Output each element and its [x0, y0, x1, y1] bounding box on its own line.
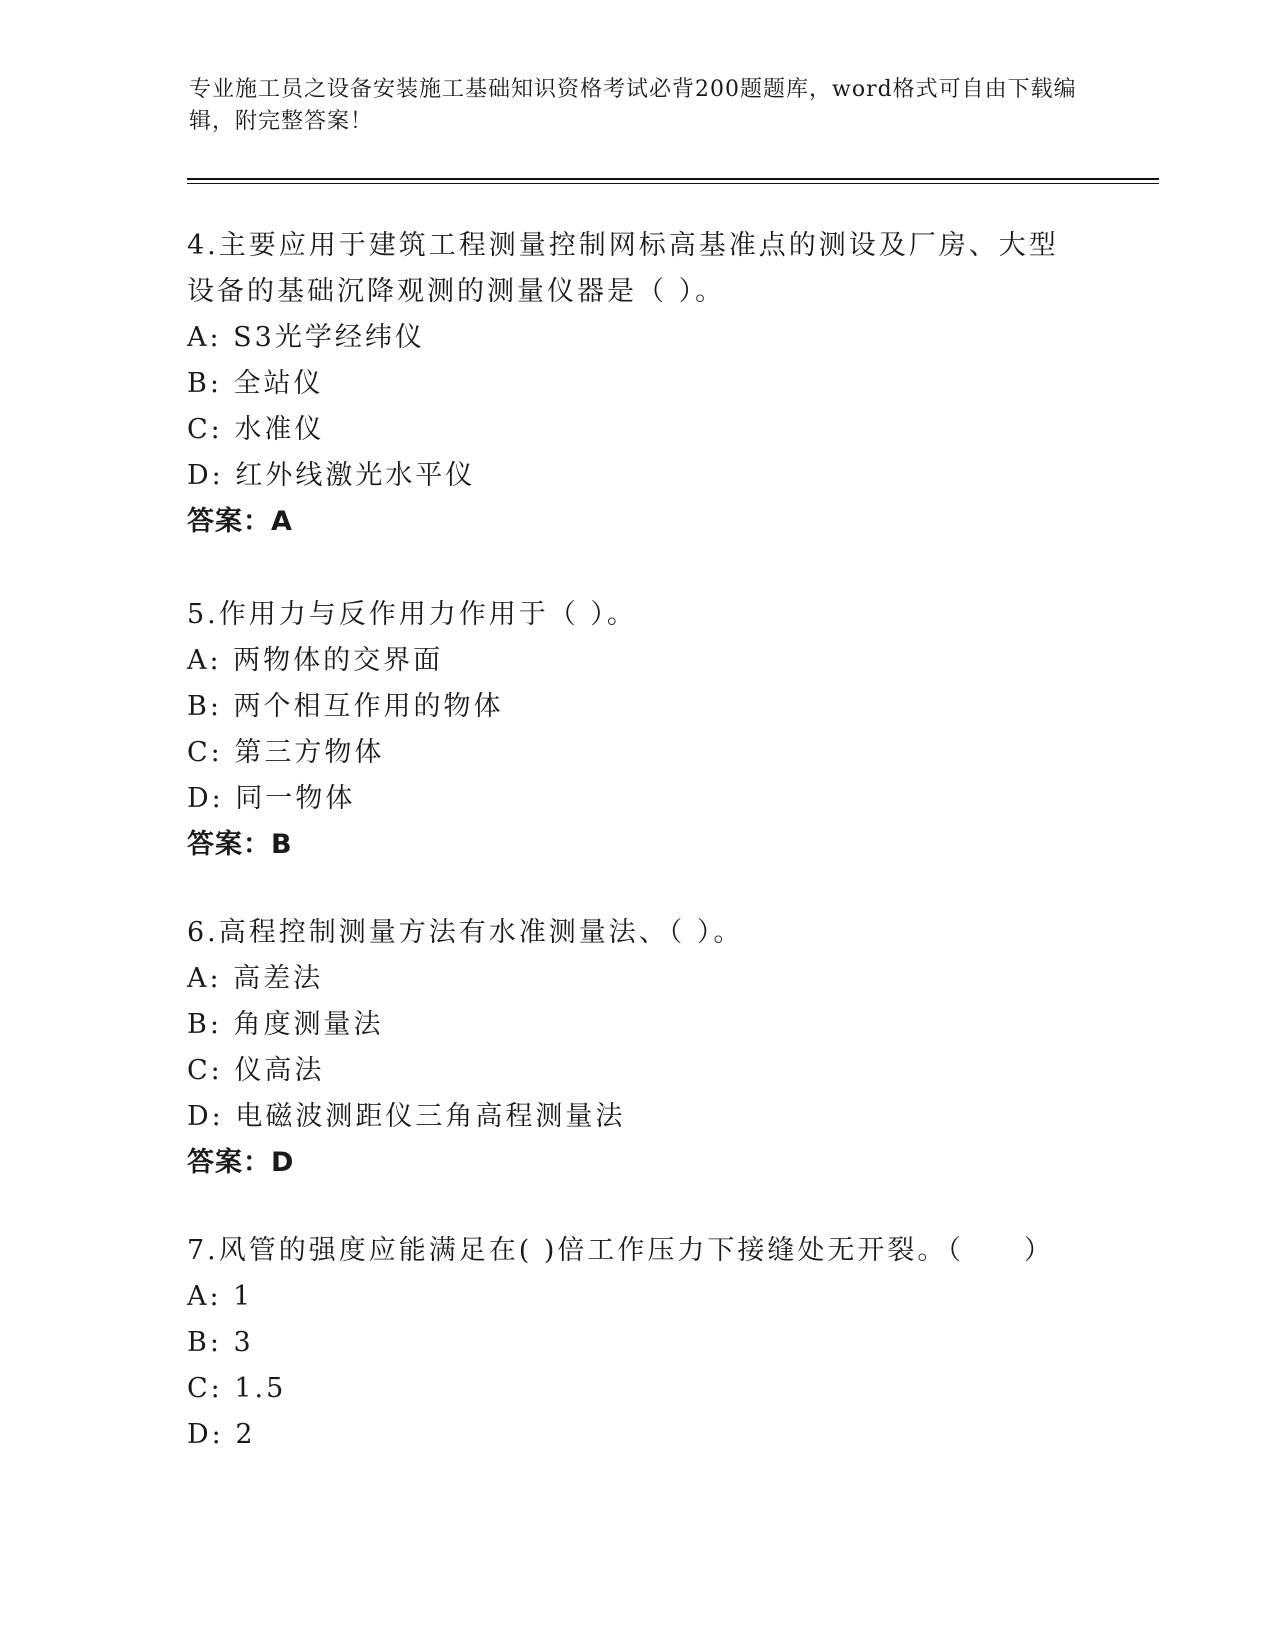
option-a: A: S3光学经纬仪 [187, 322, 425, 353]
answer-text: 答案：D [187, 1147, 295, 1178]
question-stem: 7.风管的强度应能满足在( )倍工作压力下接缝处无开裂。（ ） [187, 1235, 1054, 1266]
question-stem: 5.作用力与反作用力作用于（ ）。 [187, 599, 637, 630]
question-block [187, 592, 1087, 868]
header-divider-thin [187, 183, 1159, 184]
option-d: D: 电磁波测距仪三角高程测量法 [187, 1101, 626, 1132]
option-a: A: 两物体的交界面 [187, 645, 444, 676]
option-b: B: 全站仪 [187, 368, 324, 399]
option-a: A: 高差法 [187, 963, 324, 994]
question-block [187, 910, 1087, 1186]
header-divider [187, 178, 1159, 180]
option-d: D: 2 [187, 1419, 256, 1450]
option-c: C: 1.5 [187, 1373, 287, 1404]
question-block [187, 1228, 1087, 1458]
option-d: D: 同一物体 [187, 783, 356, 814]
option-b: B: 角度测量法 [187, 1009, 384, 1040]
option-c: C: 仪高法 [187, 1055, 325, 1086]
option-b: B: 3 [187, 1327, 254, 1358]
answer-text: 答案：A [187, 506, 293, 537]
option-d: D: 红外线激光水平仪 [187, 460, 476, 491]
option-b: B: 两个相互作用的物体 [187, 691, 504, 722]
document-header: 专业施工员之设备安装施工基础知识资格考试必背200题题库，word格式可自由下载编辑，附完整答案！ [189, 77, 1077, 134]
option-a: A: 1 [187, 1281, 254, 1312]
answer-text: 答案：B [187, 829, 293, 860]
option-c: C: 水准仪 [187, 414, 325, 445]
question-stem: 4.主要应用于建筑工程测量控制网标高基准点的测设及厂房、大型设备的基础沉降观测的测量仪器是（ ）。 [187, 230, 1059, 307]
question-stem: 6.高程控制测量方法有水准测量法、（ ）。 [187, 917, 744, 948]
question-block [187, 223, 1087, 545]
option-c: C: 第三方物体 [187, 737, 385, 768]
